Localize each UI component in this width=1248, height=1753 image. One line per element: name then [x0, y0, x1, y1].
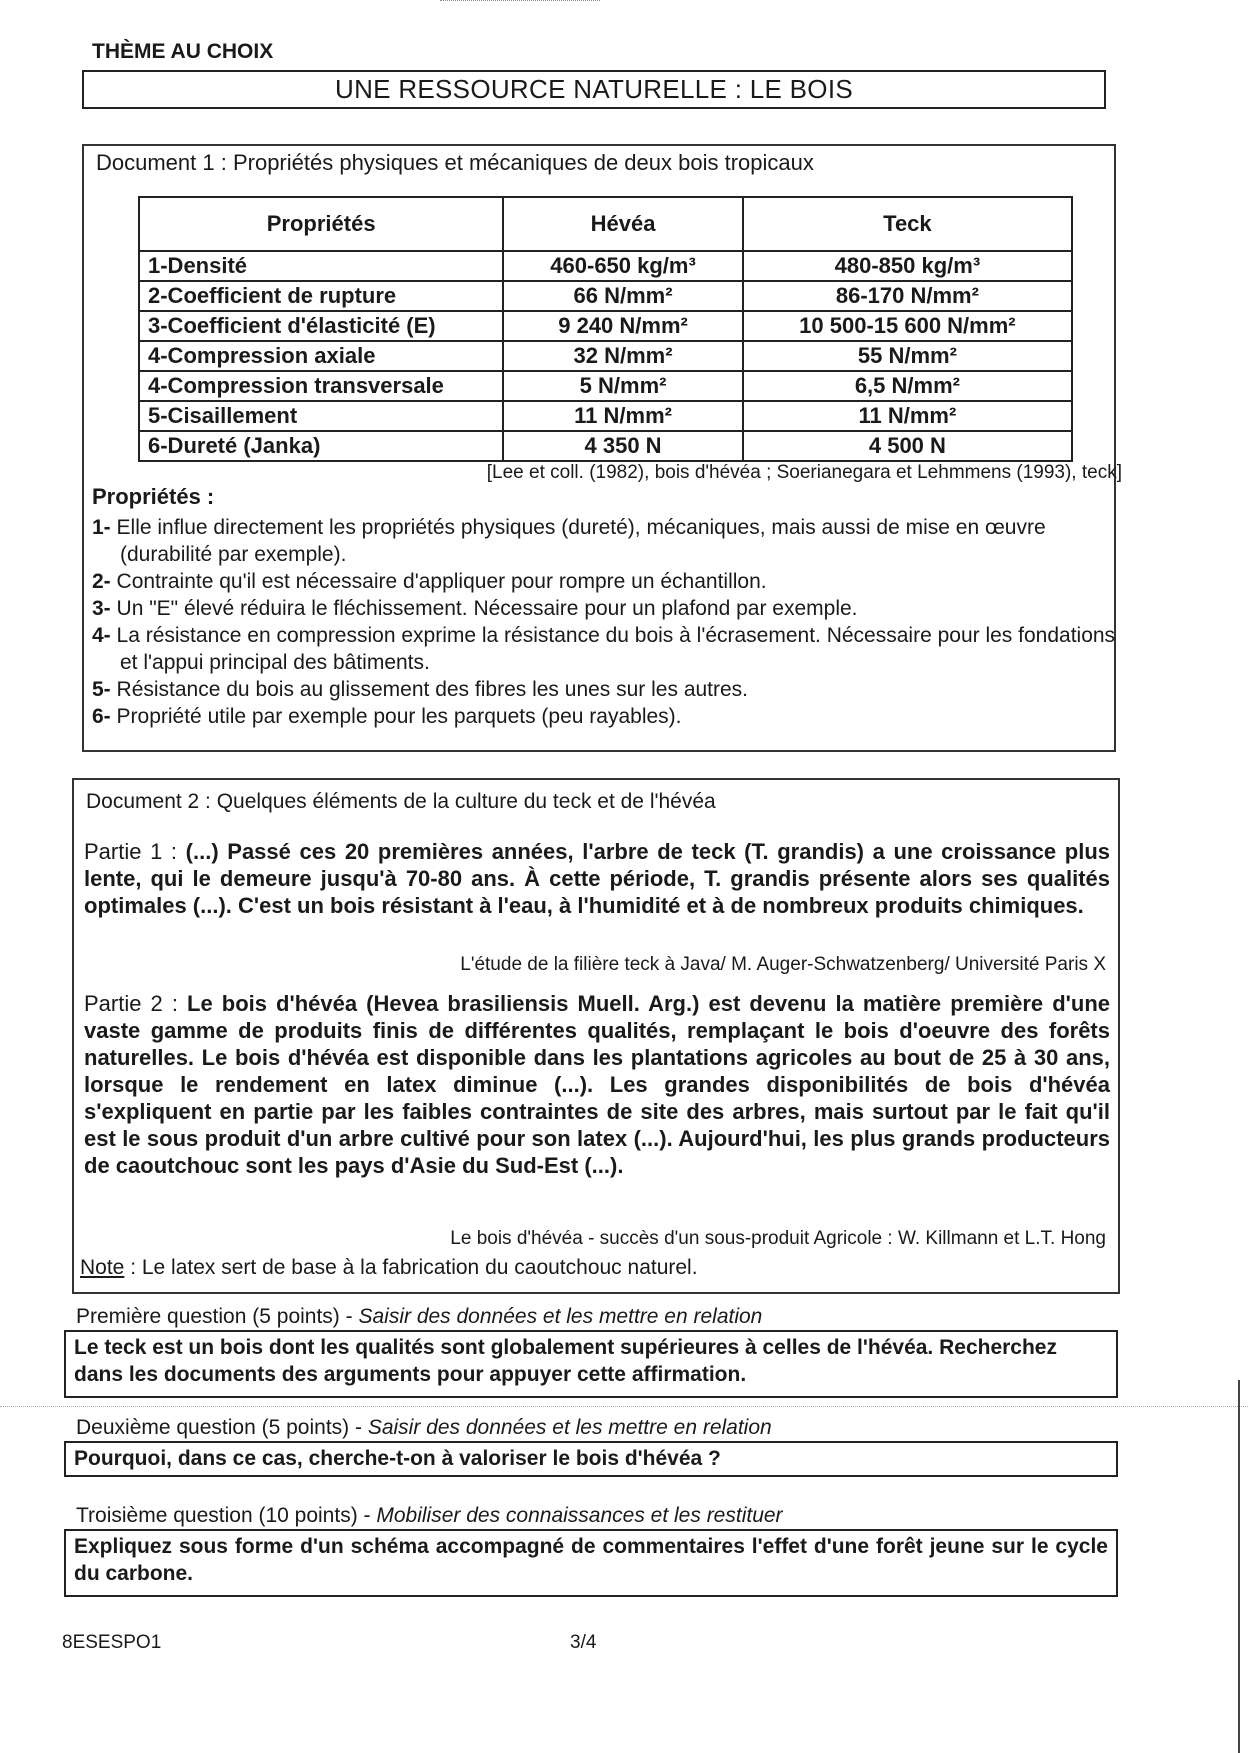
list-item	[92, 676, 1122, 703]
table-row	[139, 251, 1072, 281]
row-label: 1-Densité	[139, 251, 503, 281]
row-label: 2-Coefficient de rupture	[139, 281, 503, 311]
note-label: Note	[80, 1256, 125, 1279]
header-hevea: Hévéa	[503, 197, 742, 251]
part-2-label: Partie 2 :	[84, 991, 178, 1016]
part-1-label: Partie 1 :	[84, 839, 178, 864]
part-1-text: (...) Passé ces 20 premières années, l'arbre de teck (T. grandis) a une croissance plus lente, qui le demeure jusqu'à 70-80 ans. À cette période, T. grandis présente alors ses qualités optimales (...). C'est un bois résistant à l'eau, à l'humidité et à de nombreux produits chimiques.	[84, 839, 1110, 918]
question-3-points: Troisième question (10 points) -	[76, 1504, 377, 1527]
item-text: Propriété utile par exemple pour les parquets (peu rayables).	[116, 705, 682, 728]
title-box	[82, 70, 1106, 109]
properties-heading: Propriétés :	[92, 484, 215, 509]
row-label: 3-Coefficient d'élasticité (E)	[139, 311, 503, 341]
list-item	[92, 514, 1122, 568]
row-label: 4-Compression axiale	[139, 341, 503, 371]
table-row	[139, 371, 1072, 401]
list-item	[92, 703, 1122, 730]
header-teck: Teck	[743, 197, 1072, 251]
question-2-box	[64, 1441, 1118, 1477]
hevea-value: 460-650 kg/m³	[503, 251, 742, 281]
table-header-row	[139, 197, 1072, 251]
question-1-points: Première question (5 points) -	[76, 1305, 359, 1328]
list-item	[92, 568, 1122, 595]
row-label: 4-Compression transversale	[139, 371, 503, 401]
document-2-title: Document 2 : Quelques éléments de la culture du teck et de l'hévéa	[86, 790, 716, 813]
theme-label: THÈME AU CHOIX	[92, 40, 274, 63]
table-row	[139, 311, 1072, 341]
question-2-text: Pourquoi, dans ce cas, cherche-t-on à valoriser le bois d'hévéa ?	[74, 1447, 721, 1470]
part-2-text: Le bois d'hévéa (Hevea brasiliensis Muell. Arg.) est devenu la matière première d'une vaste gamme de produits finis de différentes qualités, remplaçant le bois d'oeuvre des forêts naturelles. Le bois d'hévéa est disponible dans les plantations agricoles au bout de 25 à 30 ans, lorsque le rendement en latex diminue (...). Les grandes disponibilités de bois d'hévéa s'expliquent en partie par les faibles contraintes de site des arbres, mais surtout par le fait qu'il est le sous produit d'un arbre cultivé pour son latex (...). Aujourd'hui, les plus grands producteurs de caoutchouc sont les pays d'Asie du Sud-Est (...).	[84, 991, 1110, 1178]
hevea-value: 5 N/mm²	[503, 371, 742, 401]
hevea-value: 32 N/mm²	[503, 341, 742, 371]
list-item	[92, 622, 1122, 676]
table-row	[139, 431, 1072, 461]
item-number: 1-	[92, 516, 111, 539]
item-number: 5-	[92, 678, 111, 701]
page-number: 3/4	[570, 1632, 597, 1653]
row-label: 5-Cisaillement	[139, 401, 503, 431]
teck-value: 480-850 kg/m³	[743, 251, 1072, 281]
scan-mark-top	[440, 0, 600, 1]
question-1-box	[64, 1330, 1118, 1398]
scan-dotted-line	[0, 1406, 1248, 1407]
part-2-paragraph	[84, 990, 1110, 1179]
header-properties: Propriétés	[139, 197, 503, 251]
table-references: [Lee et coll. (1982), bois d'hévéa ; Soerianegara et Lehmmens (1993), teck]	[486, 462, 1122, 483]
footer-code: 8ESESPO1	[62, 1632, 162, 1653]
question-2-mode: Saisir des données et les mettre en relation	[367, 1416, 772, 1439]
table-row	[139, 341, 1072, 371]
teck-value: 86-170 N/mm²	[743, 281, 1072, 311]
question-1-text: Le teck est un bois dont les qualités sont globalement supérieures à celles de l'hévéa. Recherchez dans les documents des arguments pour appuyer cette affirmation.	[74, 1336, 1057, 1386]
item-number: 2-	[92, 570, 111, 593]
item-text: Elle influe directement les propriétés physiques (dureté), mécaniques, mais aussi de mise en œuvre (durabilité par exemple).	[116, 516, 1046, 566]
part-2-source: Le bois d'hévéa - succès d'un sous-produit Agricole : W. Killmann et L.T. Hong	[450, 1228, 1106, 1249]
item-number: 4-	[92, 624, 111, 647]
question-2-points: Deuxième question (5 points) -	[76, 1416, 368, 1439]
question-3-text: Expliquez sous forme d'un schéma accompagné de commentaires l'effet d'une forêt jeune sur le cycle du carbone.	[74, 1535, 1108, 1585]
question-1-label	[76, 1305, 762, 1329]
item-text: La résistance en compression exprime la résistance du bois à l'écrasement. Nécessaire pour les fondations et l'appui principal des bâtiments.	[116, 624, 1116, 674]
properties-table	[138, 196, 1073, 462]
item-number: 6-	[92, 705, 111, 728]
hevea-value: 9 240 N/mm²	[503, 311, 742, 341]
note-text: : Le latex sert de base à la fabrication du caoutchouc naturel.	[124, 1256, 698, 1279]
item-number: 3-	[92, 597, 111, 620]
item-text: Contrainte qu'il est nécessaire d'appliquer pour rompre un échantillon.	[116, 570, 767, 593]
part-1-source: L'étude de la filière teck à Java/ M. Auger-Schwatzenberg/ Université Paris X	[460, 954, 1106, 975]
hevea-value: 4 350 N	[503, 431, 742, 461]
teck-value: 4 500 N	[743, 431, 1072, 461]
item-text: Résistance du bois au glissement des fibres les unes sur les autres.	[116, 678, 749, 701]
teck-value: 55 N/mm²	[743, 341, 1072, 371]
teck-value: 11 N/mm²	[743, 401, 1072, 431]
hevea-value: 11 N/mm²	[503, 401, 742, 431]
item-text: Un "E" élevé réduira le fléchissement. Nécessaire pour un plafond par exemple.	[116, 597, 858, 620]
question-2-label	[76, 1416, 772, 1440]
question-3-label	[76, 1504, 783, 1528]
teck-value: 10 500-15 600 N/mm²	[743, 311, 1072, 341]
teck-value: 6,5 N/mm²	[743, 371, 1072, 401]
note	[80, 1256, 698, 1280]
scan-edge-line	[1238, 1380, 1240, 1753]
table-row	[139, 401, 1072, 431]
hevea-value: 66 N/mm²	[503, 281, 742, 311]
row-label: 6-Dureté (Janka)	[139, 431, 503, 461]
page-title: UNE RESSOURCE NATURELLE : LE BOIS	[335, 74, 853, 104]
question-3-mode: Mobiliser des connaissances et les restituer	[376, 1504, 783, 1527]
properties-list	[92, 514, 1122, 730]
question-3-box	[64, 1529, 1118, 1597]
part-1-paragraph	[84, 838, 1110, 919]
list-item	[92, 595, 1122, 622]
question-1-mode: Saisir des données et les mettre en relation	[358, 1305, 763, 1328]
document-1-title: Document 1 : Propriétés physiques et mécaniques de deux bois tropicaux	[96, 150, 814, 175]
table-row	[139, 281, 1072, 311]
